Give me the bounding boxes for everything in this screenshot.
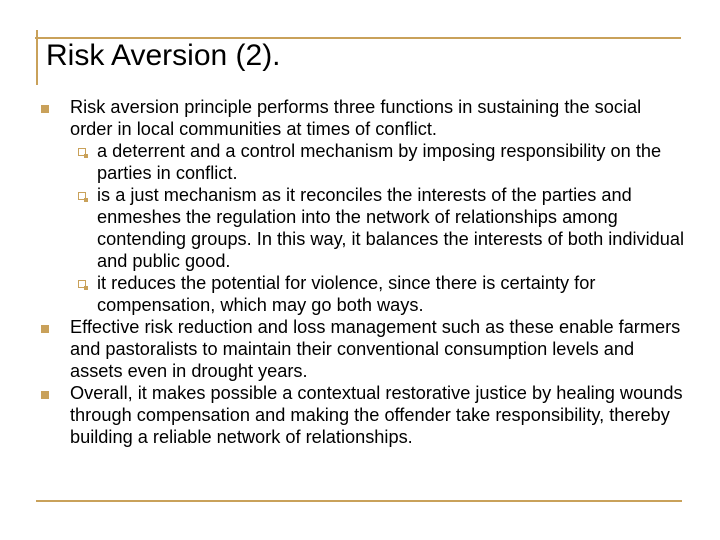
bullet-text: Risk aversion principle performs three functions in sustaining the social order in local communities at times of conflict. xyxy=(70,97,642,139)
footer-rule xyxy=(36,500,682,502)
bullet-item-2 xyxy=(0,316,720,382)
slide-body xyxy=(0,96,720,448)
slide-title: Risk Aversion (2). xyxy=(46,39,281,72)
title-rule-vertical xyxy=(36,30,38,85)
sub-bullet-item-3 xyxy=(0,272,720,316)
square-bullet-icon xyxy=(41,325,49,333)
bullet-text: Effective risk reduction and loss management such as these enable farmers and pastoralists to maintain their conventional consumption levels and assets even in drought years. xyxy=(70,317,681,381)
box-bullet-icon xyxy=(78,148,86,156)
sub-bullet-text: it reduces the potential for violence, since there is certainty for compensation, which may go both ways. xyxy=(97,273,596,315)
square-bullet-icon xyxy=(41,105,49,113)
sub-bullet-text: a deterrent and a control mechanism by imposing responsibility on the parties in conflict. xyxy=(97,141,662,183)
bullet-item-3 xyxy=(0,382,720,448)
bullet-item-1 xyxy=(0,96,720,140)
square-bullet-icon xyxy=(41,391,49,399)
bullet-text: Overall, it makes possible a contextual restorative justice by healing wounds through compensation and making the offender take responsibility, thereby building a reliable network of relationships. xyxy=(70,383,683,447)
box-bullet-icon xyxy=(78,192,86,200)
sub-bullet-item-1 xyxy=(0,140,720,184)
box-bullet-icon xyxy=(78,280,86,288)
sub-bullet-text: is a just mechanism as it reconciles the interests of the parties and enmeshes the regulation into the network of relationships among contending groups. In this way, it balances the interests of both individual and public good. xyxy=(97,185,685,271)
sub-bullet-item-2 xyxy=(0,184,720,272)
